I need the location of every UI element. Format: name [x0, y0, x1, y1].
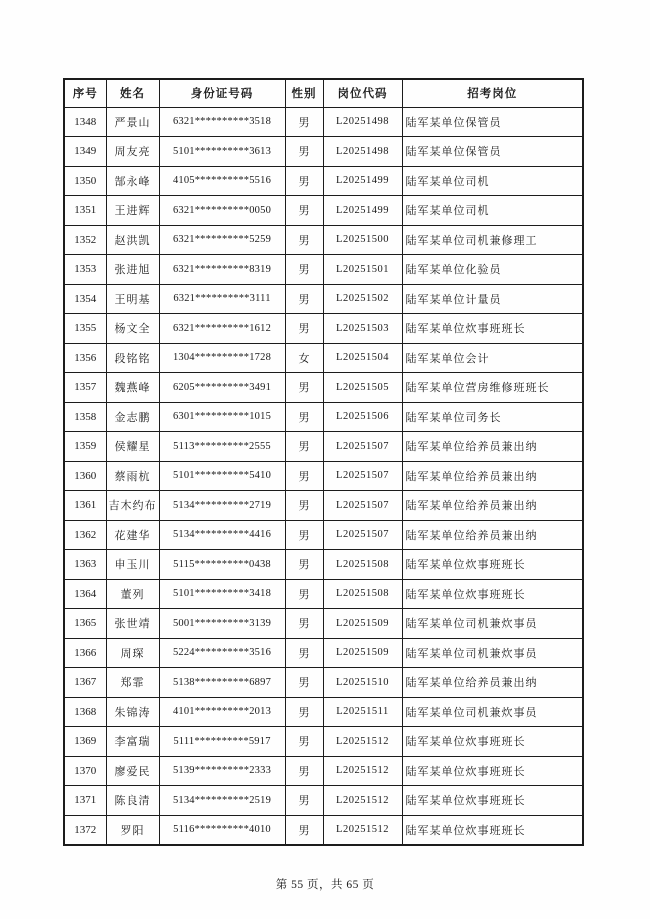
cell-index: 1359: [64, 432, 106, 462]
cell-name: 赵洪凯: [106, 225, 159, 255]
cell-index: 1355: [64, 314, 106, 344]
cell-name: 侯耀星: [106, 432, 159, 462]
cell-job_title: 陆军某单位司机兼修理工: [402, 225, 583, 255]
cell-index: 1348: [64, 107, 106, 137]
cell-gender: 男: [285, 432, 323, 462]
table-row: [64, 196, 583, 226]
table-row: [64, 255, 583, 285]
table-header-row: [64, 79, 583, 107]
cell-name: 朱锦涛: [106, 697, 159, 727]
cell-job_title: 陆军某单位炊事班班长: [402, 815, 583, 845]
cell-job_title: 陆军某单位司务长: [402, 402, 583, 432]
cell-index: 1350: [64, 166, 106, 196]
cell-job_code: L20251511: [323, 697, 402, 727]
cell-job_title: 陆军某单位司机: [402, 196, 583, 226]
table-row: [64, 609, 583, 639]
cell-index: 1371: [64, 786, 106, 816]
cell-job_title: 陆军某单位司机兼炊事员: [402, 609, 583, 639]
cell-job_code: L20251498: [323, 107, 402, 137]
cell-job_title: 陆军某单位炊事班班长: [402, 314, 583, 344]
cell-name: 周琛: [106, 638, 159, 668]
cell-job_code: L20251501: [323, 255, 402, 285]
cell-job_code: L20251510: [323, 668, 402, 698]
cell-name: 申玉川: [106, 550, 159, 580]
cell-job_title: 陆军某单位计量员: [402, 284, 583, 314]
cell-index: 1364: [64, 579, 106, 609]
cell-job_title: 陆军某单位给养员兼出纳: [402, 668, 583, 698]
cell-id_number: 5111**********5917: [159, 727, 285, 757]
cell-gender: 男: [285, 697, 323, 727]
table-body: [64, 107, 583, 845]
cell-gender: 男: [285, 166, 323, 196]
cell-gender: 女: [285, 343, 323, 373]
cell-job_code: L20251503: [323, 314, 402, 344]
cell-gender: 男: [285, 314, 323, 344]
table-row: [64, 107, 583, 137]
cell-id_number: 5134**********2719: [159, 491, 285, 521]
cell-gender: 男: [285, 609, 323, 639]
cell-job_title: 陆军某单位炊事班班长: [402, 727, 583, 757]
cell-name: 吉木约布: [106, 491, 159, 521]
cell-name: 张进旭: [106, 255, 159, 285]
cell-name: 郜永峰: [106, 166, 159, 196]
cell-index: 1363: [64, 550, 106, 580]
cell-id_number: 5113**********2555: [159, 432, 285, 462]
cell-gender: 男: [285, 255, 323, 285]
cell-gender: 男: [285, 756, 323, 786]
cell-id_number: 6321**********5259: [159, 225, 285, 255]
cell-job_code: L20251504: [323, 343, 402, 373]
table-row: [64, 727, 583, 757]
cell-job_code: L20251507: [323, 520, 402, 550]
cell-index: 1358: [64, 402, 106, 432]
cell-index: 1353: [64, 255, 106, 285]
cell-job_title: 陆军某单位营房维修班班长: [402, 373, 583, 403]
cell-name: 魏燕峰: [106, 373, 159, 403]
cell-index: 1365: [64, 609, 106, 639]
cell-job_title: 陆军某单位给养员兼出纳: [402, 520, 583, 550]
cell-job_code: L20251509: [323, 609, 402, 639]
table-row: [64, 432, 583, 462]
cell-id_number: 6321**********1612: [159, 314, 285, 344]
table-row: [64, 491, 583, 521]
cell-job_code: L20251500: [323, 225, 402, 255]
cell-name: 王明基: [106, 284, 159, 314]
cell-index: 1360: [64, 461, 106, 491]
column-header-job_title: 招考岗位: [402, 79, 583, 107]
column-header-index: 序号: [64, 79, 106, 107]
table-row: [64, 786, 583, 816]
cell-job_title: 陆军某单位保管员: [402, 137, 583, 167]
cell-job_title: 陆军某单位保管员: [402, 107, 583, 137]
cell-job_code: L20251505: [323, 373, 402, 403]
cell-gender: 男: [285, 107, 323, 137]
cell-id_number: 5134**********4416: [159, 520, 285, 550]
cell-index: 1357: [64, 373, 106, 403]
cell-job_code: L20251512: [323, 756, 402, 786]
cell-job_code: L20251512: [323, 815, 402, 845]
cell-job_code: L20251502: [323, 284, 402, 314]
cell-index: 1366: [64, 638, 106, 668]
cell-name: 杨文全: [106, 314, 159, 344]
cell-id_number: 5115**********0438: [159, 550, 285, 580]
cell-gender: 男: [285, 815, 323, 845]
cell-gender: 男: [285, 520, 323, 550]
table-row: [64, 402, 583, 432]
cell-id_number: 1304**********1728: [159, 343, 285, 373]
cell-job_title: 陆军某单位司机: [402, 166, 583, 196]
cell-gender: 男: [285, 786, 323, 816]
cell-id_number: 6321**********8319: [159, 255, 285, 285]
cell-index: 1351: [64, 196, 106, 226]
cell-name: 陈良清: [106, 786, 159, 816]
cell-gender: 男: [285, 284, 323, 314]
cell-index: 1368: [64, 697, 106, 727]
cell-name: 郑霏: [106, 668, 159, 698]
cell-job_title: 陆军某单位炊事班班长: [402, 550, 583, 580]
table-row: [64, 579, 583, 609]
cell-job_code: L20251512: [323, 786, 402, 816]
table-row: [64, 668, 583, 698]
cell-job_title: 陆军某单位司机兼炊事员: [402, 638, 583, 668]
table-row: [64, 284, 583, 314]
table-row: [64, 756, 583, 786]
table-row: [64, 343, 583, 373]
cell-id_number: 6301**********1015: [159, 402, 285, 432]
table-row: [64, 225, 583, 255]
table-row: [64, 166, 583, 196]
cell-index: 1361: [64, 491, 106, 521]
cell-index: 1367: [64, 668, 106, 698]
cell-gender: 男: [285, 550, 323, 580]
cell-job_code: L20251498: [323, 137, 402, 167]
cell-job_title: 陆军某单位给养员兼出纳: [402, 461, 583, 491]
table-row: [64, 550, 583, 580]
cell-id_number: 5224**********3516: [159, 638, 285, 668]
cell-name: 董列: [106, 579, 159, 609]
cell-id_number: 5001**********3139: [159, 609, 285, 639]
cell-job_title: 陆军某单位化验员: [402, 255, 583, 285]
cell-name: 李富瑞: [106, 727, 159, 757]
cell-id_number: 5139**********2333: [159, 756, 285, 786]
cell-job_code: L20251499: [323, 166, 402, 196]
cell-name: 罗阳: [106, 815, 159, 845]
cell-job_code: L20251509: [323, 638, 402, 668]
cell-index: 1356: [64, 343, 106, 373]
cell-job_title: 陆军某单位炊事班班长: [402, 579, 583, 609]
table-row: [64, 373, 583, 403]
cell-job_code: L20251506: [323, 402, 402, 432]
cell-index: 1369: [64, 727, 106, 757]
cell-name: 王进辉: [106, 196, 159, 226]
cell-id_number: 6321**********3518: [159, 107, 285, 137]
cell-job_code: L20251508: [323, 550, 402, 580]
cell-index: 1370: [64, 756, 106, 786]
cell-name: 周友亮: [106, 137, 159, 167]
cell-index: 1352: [64, 225, 106, 255]
cell-gender: 男: [285, 579, 323, 609]
cell-job_title: 陆军某单位炊事班班长: [402, 786, 583, 816]
table-row: [64, 461, 583, 491]
cell-id_number: 5101**********5410: [159, 461, 285, 491]
cell-job_title: 陆军某单位给养员兼出纳: [402, 491, 583, 521]
cell-id_number: 5134**********2519: [159, 786, 285, 816]
page-number-footer: 第 55 页，共 65 页: [275, 879, 375, 891]
cell-id_number: 6205**********3491: [159, 373, 285, 403]
cell-id_number: 5116**********4010: [159, 815, 285, 845]
cell-name: 张世靖: [106, 609, 159, 639]
cell-index: 1372: [64, 815, 106, 845]
cell-name: 廖爱民: [106, 756, 159, 786]
column-header-gender: 性别: [285, 79, 323, 107]
cell-job_code: L20251499: [323, 196, 402, 226]
cell-gender: 男: [285, 225, 323, 255]
cell-job_title: 陆军某单位给养员兼出纳: [402, 432, 583, 462]
cell-job_code: L20251512: [323, 727, 402, 757]
cell-gender: 男: [285, 638, 323, 668]
cell-name: 金志鹏: [106, 402, 159, 432]
cell-name: 花建华: [106, 520, 159, 550]
cell-gender: 男: [285, 491, 323, 521]
cell-name: 蔡雨杭: [106, 461, 159, 491]
cell-index: 1362: [64, 520, 106, 550]
cell-id_number: 6321**********0050: [159, 196, 285, 226]
table-row: [64, 137, 583, 167]
table-row: [64, 520, 583, 550]
cell-job_title: 陆军某单位司机兼炊事员: [402, 697, 583, 727]
cell-id_number: 4105**********5516: [159, 166, 285, 196]
cell-gender: 男: [285, 373, 323, 403]
cell-id_number: 5101**********3613: [159, 137, 285, 167]
table-row: [64, 815, 583, 845]
cell-index: 1354: [64, 284, 106, 314]
table-row: [64, 638, 583, 668]
column-header-name: 姓名: [106, 79, 159, 107]
cell-index: 1349: [64, 137, 106, 167]
cell-gender: 男: [285, 196, 323, 226]
cell-gender: 男: [285, 668, 323, 698]
cell-gender: 男: [285, 461, 323, 491]
cell-id_number: 5138**********6897: [159, 668, 285, 698]
cell-job_title: 陆军某单位炊事班班长: [402, 756, 583, 786]
cell-id_number: 4101**********2013: [159, 697, 285, 727]
cell-job_code: L20251507: [323, 461, 402, 491]
cell-job_code: L20251507: [323, 432, 402, 462]
table-row: [64, 314, 583, 344]
cell-name: 严景山: [106, 107, 159, 137]
cell-gender: 男: [285, 727, 323, 757]
cell-gender: 男: [285, 137, 323, 167]
column-header-id_number: 身份证号码: [159, 79, 285, 107]
cell-name: 段铭铭: [106, 343, 159, 373]
column-header-job_code: 岗位代码: [323, 79, 402, 107]
table-row: [64, 697, 583, 727]
cell-id_number: 6321**********3111: [159, 284, 285, 314]
recruitment-table: [63, 78, 584, 846]
cell-id_number: 5101**********3418: [159, 579, 285, 609]
cell-job_title: 陆军某单位会计: [402, 343, 583, 373]
cell-gender: 男: [285, 402, 323, 432]
cell-job_code: L20251508: [323, 579, 402, 609]
cell-job_code: L20251507: [323, 491, 402, 521]
